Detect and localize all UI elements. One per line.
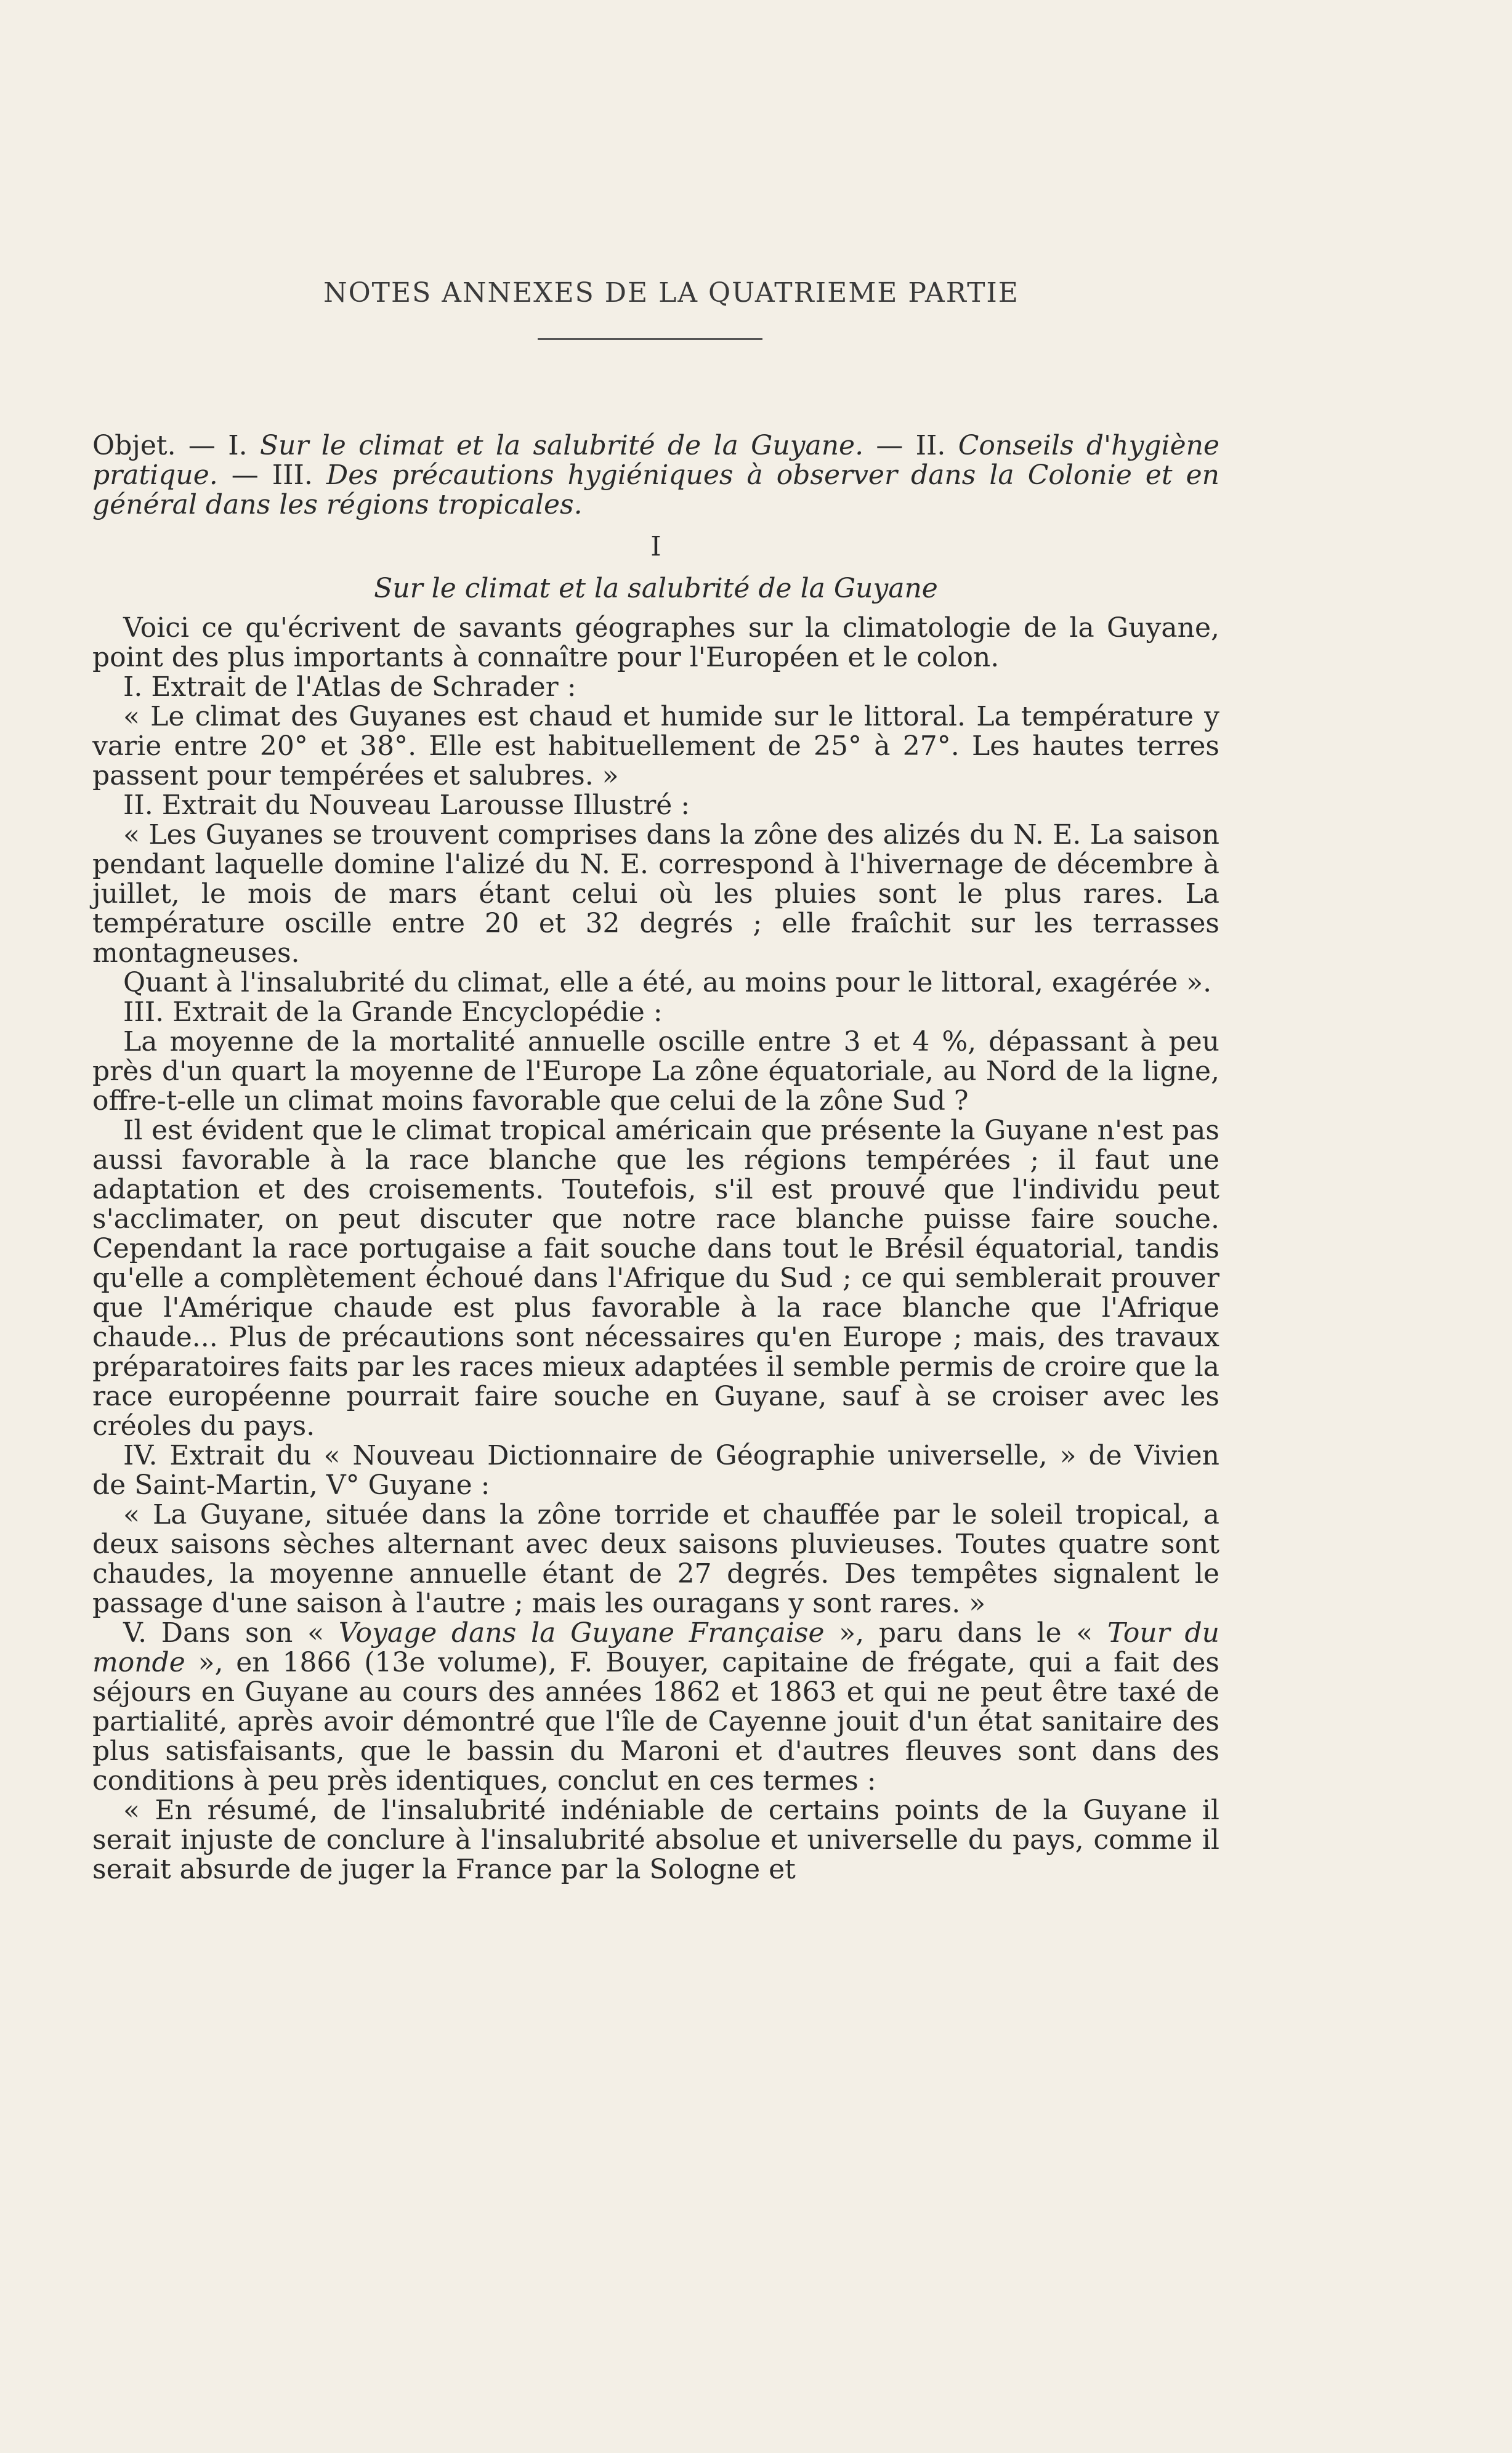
p12-part: V. Dans son « (123, 1617, 339, 1649)
body-text (92, 431, 1219, 1885)
paragraph: Quant à l'insalubrité du climat, elle a été, au moins pour le littoral, exagérée ». (123, 967, 1212, 998)
paragraph: Il est évident que le climat tropical américain que présente la Guyane n'est pas aussi favorable à la race blanche que les régions tempérées ; il faut une adaptation et des croisements. Toutefois, s'il est prouvé que l'individu peut s'acclimater, on peut discuter que notre race blanche puisse faire souche. Cependant la race portugaise a fait souche dans tout le Brésil équatorial, tandis qu'elle a complètement échoué dans l'Afrique du Sud ; ce qui semblerait prouver que l'Amérique chaude est plus favorable à la race blanche que l'Afrique chaude... Plus de précautions sont nécessaires qu'en Europe ; mais, des travaux préparatoires faits par les races mieux adaptées il semble permis de croire que la race européenne pourrait faire souche en Guyane, sauf à se croiser avec les créoles du pays. (92, 1115, 1219, 1442)
paragraph: « Les Guyanes se trouvent comprises dans la zône des alizés du N. E. La saison pendant laquelle domine l'alizé du N. E. correspond à l'hivernage de décembre à juillet, le mois de mars étant celui où les pluies sont le plus rares. La température oscille entre 20 et 32 degrés ; elle fraîchit sur les terrasses montagneuses. (92, 819, 1219, 969)
p12-voyage-title: Voyage dans la Guyane Française (338, 1617, 825, 1649)
p12-tour-title: Tour du monde (92, 1617, 1219, 1678)
paragraph: « La Guyane, située dans la zône torride et chauffée par le soleil tropical, a deux saisons sèches alternant avec deux saisons pluvieuses. Toutes quatre sont chaudes, la moyenne annuelle étant de 27 degrés. Des tempêtes signalent le passage d'une saison à l'autre ; mais les ouragans y sont rares. » (92, 1499, 1219, 1619)
paragraph: I. Extrait de l'Atlas de Schrader : (123, 671, 576, 703)
objet-ii-title: Conseils d'hygiène pratique. (92, 430, 1219, 491)
objet-label: Objet. — I. (92, 430, 260, 461)
paragraph: III. Extrait de la Grande Encyclopédie : (123, 996, 663, 1028)
p12-part: », en 1866 (13e volume), F. Bouyer, capitaine de frégate, qui a fait des séjours en Guyane au cours des années 1862 et 1863 et qui ne peut être taxé de partialité, après avoir démontré que l'île de Cayenne jouit d'un état sanitaire des plus satisfaisants, que le bassin du Maroni et d'autres fleuves sont dans des conditions à peu près identiques, conclut en ces termes : (92, 1647, 1219, 1796)
objet-iii-title: Des précautions hygiéniques à observer dans la Colonie et en général dans les régions tropicales. (92, 459, 1219, 520)
paragraph: Voici ce qu'écrivent de savants géographes sur la climatologie de la Guyane, point des plus importants à connaître pour l'Européen et le colon. (92, 612, 1219, 673)
objet-sep1: — II. (863, 430, 958, 461)
p12-part: », paru dans le « (824, 1617, 1107, 1649)
paragraph (92, 1618, 1219, 1796)
paragraph: II. Extrait du Nouveau Larousse Illustré : (123, 790, 690, 821)
paragraph: IV. Extrait du « Nouveau Dictionnaire de Géographie universelle, » de Vivien de Saint-Martin, V° Guyane : (92, 1440, 1219, 1501)
paragraph: « Le climat des Guyanes est chaud et humide sur le littoral. La température y varie entre 20° et 38°. Elle est habituellement de 25° à 27°. Les hautes terres passent pour tempérées et salubres. » (92, 701, 1219, 791)
paragraph: La moyenne de la mortalité annuelle oscille entre 3 et 4 %, dépassant à peu près d'un quart la moyenne de l'Europe La zône équatoriale, au Nord de la ligne, offre-t-elle un climat moins favorable que celui de la zône Sud ? (92, 1026, 1219, 1117)
paragraph: « En résumé, de l'insalubrité indéniable de certains points de la Guyane il serait injuste de conclure à l'insalubrité absolue et universelle du pays, comme il serait absurde de juger la France par la Sologne et (92, 1795, 1219, 1885)
objet-sep2: — III. (217, 459, 326, 491)
title-rule (538, 338, 762, 340)
objet-line (92, 431, 1219, 520)
section-numeral: I (650, 531, 661, 562)
section-title: Sur le climat et la salubrité de la Guyane (374, 573, 938, 604)
objet-i-title: Sur le climat et la salubrité de la Guyane. (259, 430, 864, 461)
page-header (0, 277, 1306, 340)
page-title: NOTES ANNEXES DE LA QUATRIEME PARTIE (323, 277, 1019, 309)
